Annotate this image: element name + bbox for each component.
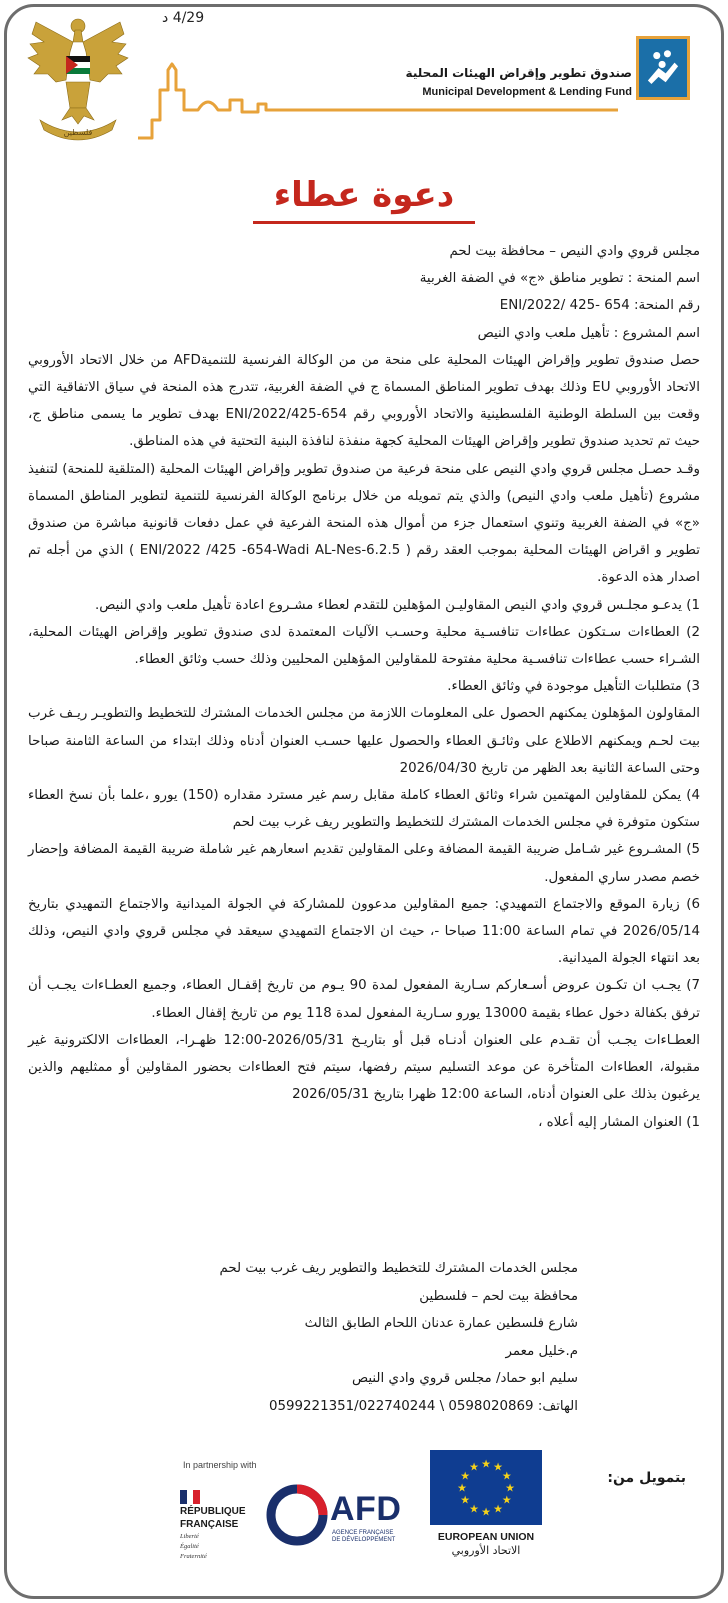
contract-number: ENI/2022 /425 -654-Wadi AL-Nes-6.2.5 bbox=[139, 543, 401, 559]
eu-star-icon: ★ bbox=[469, 1502, 479, 1516]
french-flag-icon bbox=[180, 1490, 200, 1504]
eu-star-icon: ★ bbox=[501, 1493, 512, 1507]
list-item: 4) يمكن للمقاولين المهتمين شراء وثائق العطاء كاملة مقابل رسم غير مسترد مقداره (150) يورو ،علما بأن نسخ العطاء ستكون متوفرة في مجلس الخدمات المشترك للتخطيط والتطوير ريف غرب بيت لحم bbox=[28, 788, 700, 831]
partnership-label: In partnership with bbox=[183, 1460, 257, 1470]
list-item: 6) زيارة الموقع والاجتماع التمهيدي: جميع المقاولين مدعوون للمشاركة في الجولة الميدانية والاجتماع التمهيدي بتاريخ 2026/05/14 في تمام الساعة 11:00 صباحا -، حيث ان الاجتماع التمهيدي سيعقد في مجلس قروي وادي النيص، وذلك بعد انتهاء الجولة الميدانية. bbox=[28, 896, 700, 967]
eu-star-icon: ★ bbox=[493, 1460, 503, 1474]
seal-text: فلسطين bbox=[63, 128, 93, 137]
address-line: شارع فلسطين عمارة عدنان اللحام الطابق الثالث bbox=[304, 1316, 578, 1332]
eu-flag-icon bbox=[430, 1450, 542, 1525]
eu-star-icon: ★ bbox=[469, 1460, 479, 1474]
paragraph-grant-background: حصل صندوق تطوير وإقراض الهيئات المحلية على منحة من من الوكالة الفرنسية للتنميةAFD من خلال الاتحاد الأوروبي الاتحاد الأوروبي EU وذلك بهدف تطوير المناطق المسماة ج في الضفة الغربية، تتدرج هذه المنحة في سياق الاتفاقية التي وقعت بين السلطة الوطنية الفلسطينية والاتحاد الأوروبي رقم ENI/2022/425-654 بهدف تطوير ما يسمى مناطق ج، حيث تم تحديد صندوق تطوير وإقراض الهيئات المحلية كجهة منفذة لنافذة البنية التحتية في هذه المناطق. bbox=[28, 352, 700, 450]
paragraph-subgrant: وقـد حصـل مجلس قروي وادي النيص على منحة فرعية من صندوق تطوير وإقراض الهيئات المحلية (المتلقية للمنحة) لتنفيذ مشروع (تأهيل ملعب وادي النيص) والذي يتم تمويله من خلال برنامج الوكالة الفرنسية للتنمية لتطوير المناطق المسماة «ج» في الضفة الغربية وتنوي استعمال جزء من أموال هذه المنحة الفرعية في عمل دفعات قانونية مباشرة من صندوق تطوير و اقراض الهيئات المحلية بموجب العقد رقم ( ENI/2022 /425 -654-Wadi AL-Nes-6.2.5 ) الذي من أجله تم اصدار هذه الدعوة. bbox=[28, 461, 700, 586]
eu-logo bbox=[430, 1450, 542, 1570]
list-item: 1) العنوان المشار إليه أعلاه ، bbox=[538, 1114, 700, 1130]
rf-motto-3: Fraternité bbox=[180, 1553, 207, 1560]
list-item: 5) المشـروع غير شـامل ضريبة القيمة المضافة وعلى المقاولين تقديم اسعارهم غير شاملة ضريبة القيمة المضافة وإحضار خصم مصدر ساري المفعول. bbox=[28, 842, 700, 885]
address-line: محافظة بيت لحم – فلسطين bbox=[419, 1288, 578, 1304]
document-number: 4/29 د bbox=[162, 10, 205, 26]
address-block bbox=[158, 1255, 578, 1421]
eu-name-arabic: الاتحاد الأوروبي bbox=[451, 1544, 521, 1557]
afd-subtitle-line1: AGENCE FRANÇAISE bbox=[332, 1530, 394, 1536]
eu-star-icon: ★ bbox=[460, 1469, 471, 1483]
grant-number-value: ENI/2022/ 425- 654 bbox=[499, 298, 630, 314]
list-item: المقاولون المؤهلون يمكنهم الحصول على المعلومات اللازمة من مجلس الخدمات المشترك للتخطيط والتطويـر ريـف غرب بيت لحـم ويمكنهم الاطلاع على وثائـق العطاء والحصول عليها حسـب العنوان أدناه وذلك ابتداء من الساعة الثامنة صباحا وحتى الساعة الثانية بعد الظهر من تاريخ 2026/04/30 bbox=[28, 706, 700, 776]
list-item: 2) العطاءات سـتكون عطاءات تنافسـية محلية وحسـب الآليات المعتمدة لدى صندوق تطوير وإقراض الهيئات المحلية، الشـراء حسب عطاءات تنافسـية محلية مفتوحة للمقاولين المؤهلين المحليين وذلك حسب وثائق العطاء. bbox=[28, 624, 700, 668]
eu-name: EUROPEAN UNION bbox=[437, 1531, 535, 1543]
eu-star-icon: ★ bbox=[501, 1469, 512, 1483]
grant-name-line: اسم المنحة : تطوير مناطق «ج» في الضفة الغربية bbox=[419, 271, 700, 287]
project-name-line: اسم المشروع : تأهيل ملعب وادي النيص bbox=[477, 325, 700, 341]
afd-name: AFD bbox=[330, 1490, 402, 1528]
afd-subtitle-line2: DE DÉVELOPPEMENT bbox=[332, 1537, 396, 1543]
list-item: 3) متطلبات التأهيل موجودة في وثائق العطاء. bbox=[447, 679, 700, 695]
grant-number-label: رقم المنحة: bbox=[634, 298, 700, 314]
eu-star-icon: ★ bbox=[460, 1493, 471, 1507]
list-item: العطـاءات يجـب أن تقـدم على العنوان أدنـاه قبل أو بتاريـخ 2026/05/31-12:00 ظهـرا-، العطاءات الالكترونية غير مقبولة، العطاءات المتأخرة عن موعد التسليم سيتم رفضها، سيتم فتح العطاءات بحضور المقاولين أو ممثليهم والذين يرغبون بذلك على العنوان أدناه، الساعة 12:00 ظهرا بتاريخ 2026/05/31 bbox=[28, 1032, 700, 1103]
grant-number-line bbox=[28, 292, 700, 319]
eu-star-icon: ★ bbox=[493, 1502, 503, 1516]
rf-motto-2: Égalité bbox=[180, 1543, 199, 1550]
rf-name-line2: FRANÇAISE bbox=[180, 1519, 239, 1530]
list-item: 1) يدعـو مجلـس قروي وادي النيص المقاوليـن المؤهلين للتقدم لعطاء مشـروع اعادة تأهيل ملعب وادي النيص. bbox=[94, 597, 700, 613]
announcement-body bbox=[28, 238, 700, 1136]
header bbox=[0, 0, 728, 170]
council-line: مجلس قروي وادي النيص – محافظة بيت لحم bbox=[449, 244, 700, 259]
afd-subtitle bbox=[332, 1530, 412, 1544]
contact-name: سليم ابو حماد/ مجلس قروي وادي النيص bbox=[351, 1371, 578, 1387]
rf-motto-1: Liberté bbox=[180, 1533, 199, 1540]
palestine-eagle-emblem bbox=[26, 12, 130, 144]
list-item: 7) يجـب ان تكـون عروض أسـعاركم سـارية المفعول لمدة 90 يـوم من تاريخ إقفـال العطاء، وجميع العطـاءات يجـب أن ترفق بكفالة دخول عطاء بقيمة 13000 يورو سـارية المفعول لمدة 118 يوم من تاريخ إقفال العطاء. bbox=[28, 978, 700, 1021]
mdlf-name-english: Municipal Development & Lending Fund bbox=[422, 86, 632, 98]
afd-circle-icon bbox=[262, 1480, 332, 1550]
mdlf-logo bbox=[636, 36, 690, 100]
phone-line: الهاتف: 0598020869 \ 0599221351/022740244 bbox=[268, 1398, 578, 1414]
subgrant-text-end: الذي من أجله تم اصدار هذه الدعوة. bbox=[28, 543, 700, 586]
subgrant-text: وقـد حصـل مجلس قروي وادي النيص على منحة فرعية من صندوق تطوير وإقراض الهيئات المحلية (المتلقية للمنحة) لتنفيذ مشروع (تأهيل ملعب وادي النيص) والذي يتم تمويله من خلال برنامج الوكالة الفرنسية للتنمية لتطوير المناطق المسماة «ج» في الضفة الغربية وتنوي استعمال جزء من أموال هذه المنحة الفرعية في عمل دفعات قانونية مباشرة من صندوق تطوير و اقراض الهيئات المحلية بموجب العقد رقم bbox=[28, 461, 700, 559]
address-line: مجلس الخدمات المشترك للتخطيط والتطوير ريف غرب بيت لحم bbox=[219, 1261, 578, 1276]
eu-star-icon: ★ bbox=[481, 1457, 491, 1471]
republique-francaise-logo bbox=[180, 1490, 260, 1560]
contact-name: م.خليل معمر bbox=[505, 1343, 578, 1359]
afd-logo bbox=[262, 1480, 412, 1562]
eu-star-icon: ★ bbox=[481, 1505, 491, 1519]
funded-by-label: بتمويل من: bbox=[607, 1470, 686, 1486]
rf-name-line1: RÉPUBLIQUE bbox=[180, 1506, 246, 1517]
eu-star-icon: ★ bbox=[457, 1481, 467, 1495]
title-underline bbox=[253, 221, 475, 224]
eu-star-icon: ★ bbox=[505, 1481, 515, 1495]
mdlf-name-arabic: صندوق تطوير وإقراض الهيئات المحلية bbox=[405, 66, 632, 80]
page-title: دعوة عطاء bbox=[273, 175, 455, 215]
